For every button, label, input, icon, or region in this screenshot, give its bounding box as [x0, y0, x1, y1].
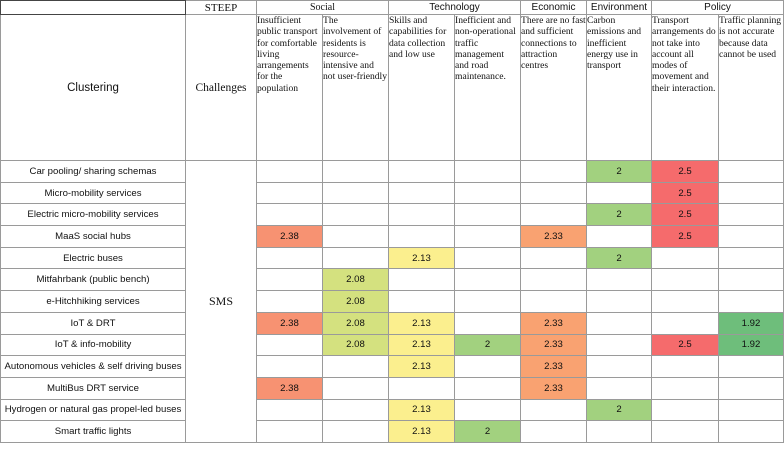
score-cell: 2.5: [652, 204, 719, 226]
category-economic: Economic: [521, 1, 587, 15]
table-row: [1, 334, 784, 356]
score-cell: [455, 226, 521, 248]
table-row: [1, 356, 784, 378]
table-row: [1, 312, 784, 334]
row-label: MultiBus DRT service: [1, 377, 186, 399]
row-label: e-Hitchhiking services: [1, 291, 186, 313]
score-cell: [455, 247, 521, 269]
score-cell: 2.13: [389, 421, 455, 443]
score-cell: [455, 399, 521, 421]
score-cell: [719, 161, 784, 183]
row-label: Electric micro-mobility services: [1, 204, 186, 226]
table-row: [1, 182, 784, 204]
score-cell: [323, 247, 389, 269]
score-cell: [389, 377, 455, 399]
score-cell: 2.13: [389, 312, 455, 334]
score-cell: [455, 291, 521, 313]
score-cell: [323, 421, 389, 443]
row-label: Hydrogen or natural gas propel-led buses: [1, 399, 186, 421]
row-label: Electric buses: [1, 247, 186, 269]
score-cell: [323, 356, 389, 378]
group-label: SMS: [186, 161, 257, 443]
score-cell: [652, 399, 719, 421]
table-row: [1, 421, 784, 443]
score-cell: [389, 182, 455, 204]
score-cell: [719, 291, 784, 313]
score-cell: [521, 269, 587, 291]
score-cell: [719, 182, 784, 204]
row-label: IoT & DRT: [1, 312, 186, 334]
score-cell: 2.38: [257, 226, 323, 248]
score-cell: [257, 421, 323, 443]
challenges-header-row: [1, 15, 784, 161]
score-cell: 2.33: [521, 226, 587, 248]
score-cell: 2.08: [323, 291, 389, 313]
score-cell: 2.13: [389, 356, 455, 378]
score-cell: [257, 161, 323, 183]
table-row: [1, 161, 784, 183]
score-cell: 2: [587, 161, 652, 183]
score-cell: [719, 269, 784, 291]
score-cell: 2.33: [521, 377, 587, 399]
score-cell: [587, 269, 652, 291]
score-cell: [652, 291, 719, 313]
row-label: Micro-mobility services: [1, 182, 186, 204]
score-cell: [521, 291, 587, 313]
score-cell: [323, 161, 389, 183]
score-cell: 2.08: [323, 269, 389, 291]
challenge-8: Traffic planning is not accurate because data cannot be used: [719, 15, 784, 161]
challenges-header: Challenges: [186, 15, 257, 161]
score-cell: [521, 161, 587, 183]
score-cell: 2: [587, 247, 652, 269]
score-cell: [521, 182, 587, 204]
score-cell: 2.33: [521, 334, 587, 356]
score-cell: [257, 247, 323, 269]
score-cell: 1.92: [719, 312, 784, 334]
score-cell: [652, 269, 719, 291]
score-cell: 2: [455, 334, 521, 356]
score-cell: 2.08: [323, 312, 389, 334]
score-cell: [455, 377, 521, 399]
score-cell: [389, 291, 455, 313]
score-cell: 2.13: [389, 399, 455, 421]
score-cell: [521, 247, 587, 269]
row-label: IoT & info-mobility: [1, 334, 186, 356]
score-cell: [455, 182, 521, 204]
challenge-3: Skills and capabilities for data collection and low use: [389, 15, 455, 161]
score-cell: [587, 312, 652, 334]
score-cell: [455, 161, 521, 183]
score-cell: [652, 421, 719, 443]
table-row: [1, 377, 784, 399]
score-cell: 2: [455, 421, 521, 443]
score-cell: [719, 399, 784, 421]
score-cell: 2.5: [652, 226, 719, 248]
corner-cell: [1, 1, 186, 15]
score-cell: [719, 204, 784, 226]
challenge-7: Transport arrangements do not take into account all modes of movement and their interaction.: [652, 15, 719, 161]
score-cell: [389, 226, 455, 248]
score-cell: [257, 204, 323, 226]
challenge-6: Carbon emissions and inefficient energy use in transport: [587, 15, 652, 161]
table-row: [1, 291, 784, 313]
score-cell: [257, 182, 323, 204]
score-cell: [323, 377, 389, 399]
score-cell: 2.33: [521, 312, 587, 334]
score-cell: [455, 356, 521, 378]
score-cell: [652, 377, 719, 399]
table-row: [1, 247, 784, 269]
score-cell: 1.92: [719, 334, 784, 356]
score-cell: [455, 312, 521, 334]
score-cell: [521, 421, 587, 443]
score-cell: 2.13: [389, 247, 455, 269]
clustering-header: Clustering: [1, 15, 186, 161]
row-label: Autonomous vehicles & self driving buses: [1, 356, 186, 378]
score-cell: 2.5: [652, 334, 719, 356]
score-cell: 2.5: [652, 161, 719, 183]
challenge-1: Insufficient public transport for comfortable living arrangements for the population: [257, 15, 323, 161]
challenge-2: The involvement of residents is resource-intensive and not user-friendly: [323, 15, 389, 161]
score-cell: [652, 247, 719, 269]
score-cell: 2: [587, 399, 652, 421]
steep-header: STEEP: [186, 1, 257, 15]
score-cell: [587, 334, 652, 356]
score-cell: [652, 356, 719, 378]
score-cell: [389, 269, 455, 291]
table-row: [1, 226, 784, 248]
category-technology: Technology: [389, 1, 521, 15]
category-policy: Policy: [652, 1, 784, 15]
score-cell: [257, 334, 323, 356]
score-cell: [455, 269, 521, 291]
score-cell: [719, 226, 784, 248]
score-cell: 2.38: [257, 312, 323, 334]
score-cell: [652, 312, 719, 334]
category-social: Social: [257, 1, 389, 15]
score-cell: [587, 226, 652, 248]
score-cell: [719, 377, 784, 399]
score-cell: [455, 204, 521, 226]
score-cell: 2.13: [389, 334, 455, 356]
score-cell: [587, 291, 652, 313]
row-label: Mitfahrbank (public bench): [1, 269, 186, 291]
score-cell: [323, 204, 389, 226]
score-cell: 2: [587, 204, 652, 226]
score-cell: [323, 182, 389, 204]
score-cell: [257, 291, 323, 313]
score-cell: 2.38: [257, 377, 323, 399]
row-label: Car pooling/ sharing schemas: [1, 161, 186, 183]
table-row: [1, 399, 784, 421]
challenge-5: There are no fast and sufficient connections to attraction centres: [521, 15, 587, 161]
row-label: MaaS social hubs: [1, 226, 186, 248]
score-cell: [719, 356, 784, 378]
category-environment: Environment: [587, 1, 652, 15]
score-cell: 2.5: [652, 182, 719, 204]
table-row: [1, 269, 784, 291]
score-cell: [587, 356, 652, 378]
row-label: Smart traffic lights: [1, 421, 186, 443]
score-cell: [257, 399, 323, 421]
score-cell: [521, 204, 587, 226]
score-cell: [389, 161, 455, 183]
table-row: [1, 204, 784, 226]
challenge-4: Inefficient and non-operational traffic management and road maintenance.: [455, 15, 521, 161]
score-cell: [587, 182, 652, 204]
score-cell: [719, 247, 784, 269]
category-header-row: [1, 1, 784, 15]
score-cell: [587, 377, 652, 399]
score-cell: [323, 399, 389, 421]
score-cell: [257, 356, 323, 378]
score-cell: [323, 226, 389, 248]
score-cell: [719, 421, 784, 443]
score-cell: 2.08: [323, 334, 389, 356]
score-cell: [257, 269, 323, 291]
score-cell: [521, 399, 587, 421]
score-cell: 2.33: [521, 356, 587, 378]
score-cell: [389, 204, 455, 226]
score-cell: [587, 421, 652, 443]
